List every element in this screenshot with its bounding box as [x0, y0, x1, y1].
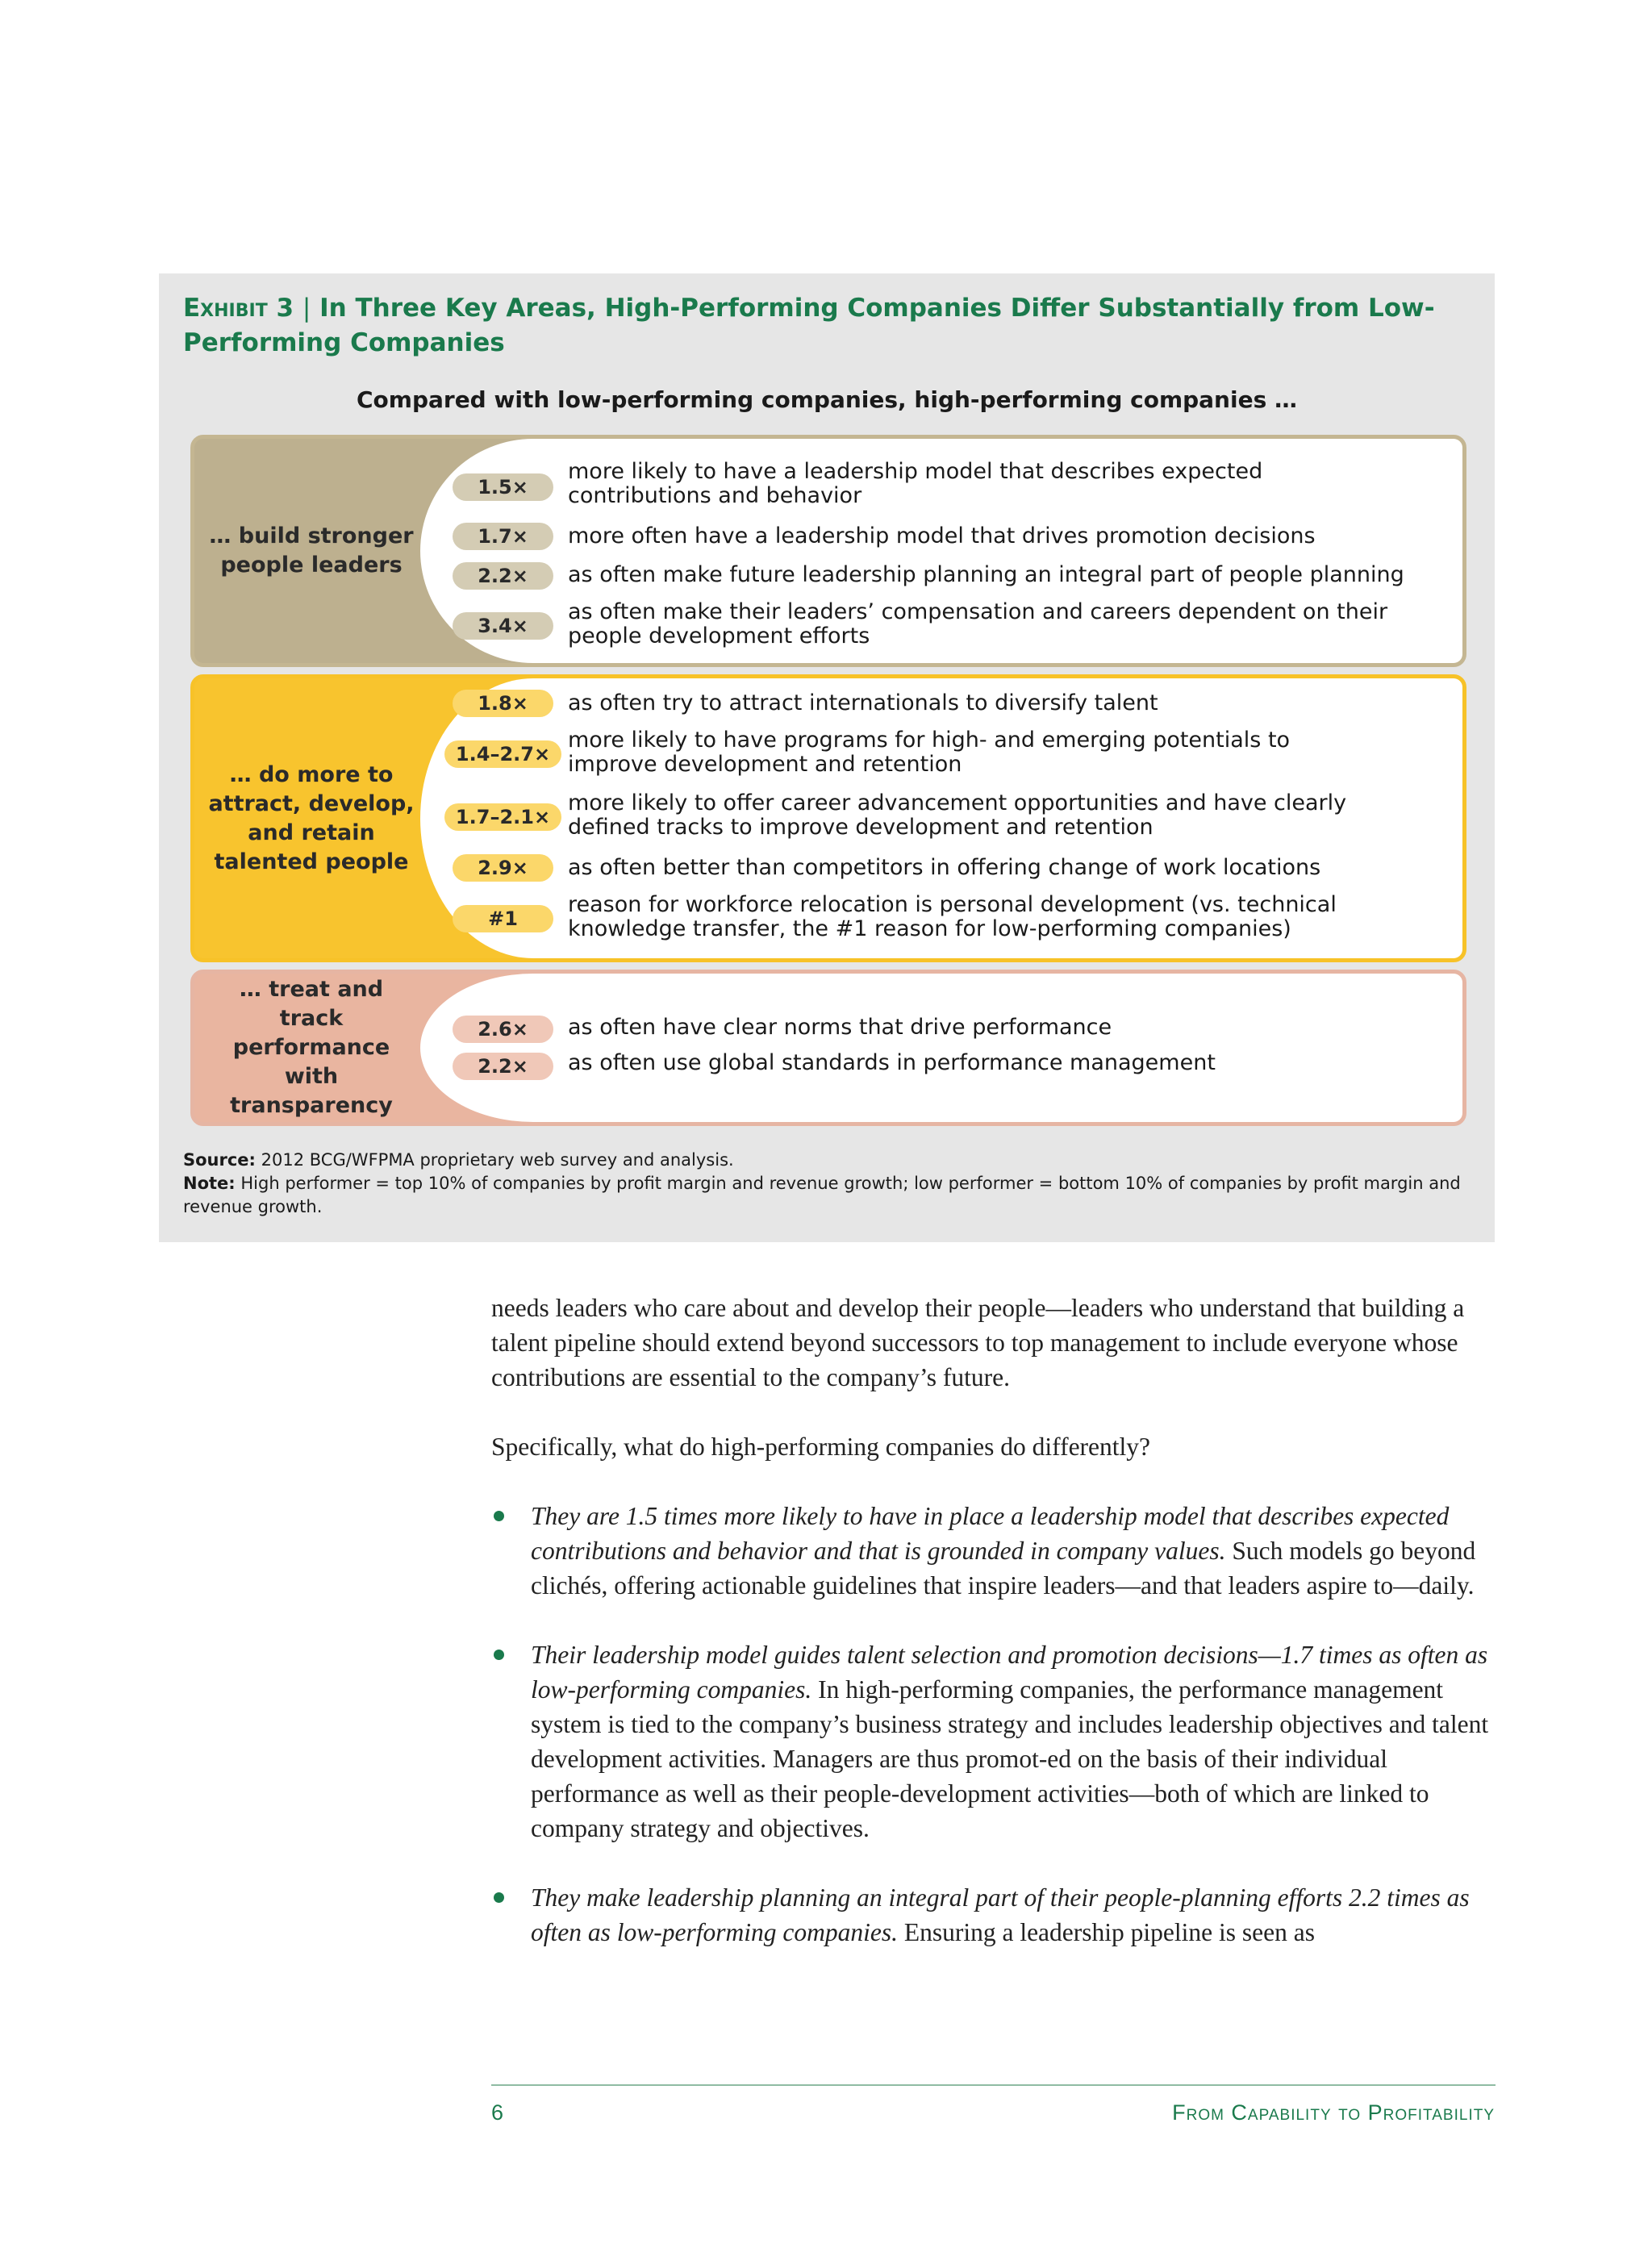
value-pill: 2.6× [453, 1016, 553, 1043]
value-pill: 1.8× [453, 690, 553, 717]
row-text: as often make future leadership planning an integral part of people planning [568, 562, 1404, 587]
source-label: Source: [183, 1150, 256, 1170]
running-title: From Capability to Profitability [1172, 2100, 1495, 2125]
exhibit-panel [159, 273, 1495, 1242]
value-pill: 3.4× [453, 612, 553, 640]
bullet-icon [494, 1650, 504, 1660]
row-text: more often have a leadership model that drives promotion decisions [568, 523, 1316, 548]
bullet-icon [494, 1892, 504, 1903]
bullet-icon [494, 1511, 504, 1521]
bullet-text: In high-performing companies, the performance management system is tied to the company’s business strategy and includes leadership objectives and talent development activities. Managers are thus promot-ed on the basis of their individual performance as well as their people-development activities—both of which are linked to company strategy and objectives. [531, 1675, 1489, 1842]
row-text: as often make their leaders’ compensation and careers dependent on their people development efforts [568, 599, 1388, 649]
note-text: High performer = top 10% of companies by profit margin and revenue growth; low performer = bottom 10% of companies by profit margin and revenue growth. [183, 1174, 1461, 1216]
row-text: more likely to offer career advancement opportunities and have clearly defined tracks to improve development and retention [568, 790, 1347, 840]
note-label: Note: [183, 1174, 236, 1193]
exhibit-separator: | [302, 294, 311, 323]
source-line [183, 1149, 1474, 1172]
row-text: reason for workforce relocation is personal development (vs. technical knowledge transfer, the #1 reason for low-performing companies) [568, 892, 1337, 941]
exhibit-label: Exhibit 3 [183, 294, 294, 323]
bullet-text: Such models go beyond clichés, offering actionable guidelines that inspire leaders—and that leaders aspire to—daily. [531, 1537, 1476, 1600]
group-performance-transparency [190, 970, 1466, 1126]
row-text: as often use global standards in performance management [568, 1050, 1216, 1075]
bullet-italic: Their leadership model guides talent selection and promotion decisions—1.7 times as often as low-performing companies. [531, 1641, 1488, 1704]
bullet-item [491, 1637, 1500, 1846]
paragraph: Specifically, what do high-performing companies do differently? [491, 1433, 1151, 1461]
bullet-item [491, 1880, 1500, 1950]
group-label: … treat and track performance with transparency [230, 977, 393, 1118]
value-pill: 2.9× [453, 854, 553, 882]
page-number: 6 [491, 2100, 504, 2125]
exhibit-heading: In Three Key Areas, High-Performing Companies Differ Substantially from Low-Performing Companies [183, 294, 1435, 357]
group-attract-talent [190, 674, 1466, 962]
footer-divider [491, 2084, 1496, 2086]
value-pill: 2.2× [453, 1053, 553, 1080]
value-pill: 1.4–2.7× [444, 740, 561, 768]
body-text [491, 1291, 1500, 1984]
paragraph: needs leaders who care about and develop their people—leaders who understand that building a talent pipeline should extend beyond successors to top management to include everyone whose contributions are essential to the company’s future. [491, 1294, 1465, 1391]
value-pill: 1.7× [453, 523, 553, 550]
source-text: 2012 BCG/WFPMA proprietary web survey and analysis. [261, 1150, 734, 1170]
row-text: as often try to attract internationals to diversify talent [568, 690, 1158, 715]
group-build-leaders [190, 435, 1466, 667]
exhibit-title [183, 291, 1441, 361]
bullet-italic: They make leadership planning an integral part of their people-planning efforts 2.2 times as often as low-performing companies. [531, 1883, 1470, 1946]
row-text: as often have clear norms that drive performance [568, 1015, 1112, 1040]
row-text: as often better than competitors in offering change of work locations [568, 855, 1321, 880]
group-content-area [420, 974, 1462, 1122]
group-label: … do more to attract, develop, and retain talented people [208, 761, 415, 874]
value-pill: 1.7–2.1× [444, 803, 561, 831]
bullet-text: Ensuring a leadership pipeline is seen as [897, 1918, 1315, 1946]
value-pill: #1 [453, 905, 553, 932]
bullet-italic: They are 1.5 times more likely to have in place a leadership model that describes expected contributions and behavior and that is grounded in company values. [531, 1502, 1450, 1565]
note-line [183, 1172, 1474, 1219]
exhibit-notes [183, 1149, 1474, 1219]
bullet-item [491, 1499, 1500, 1603]
group-label: … build stronger people leaders [209, 523, 414, 578]
row-text: more likely to have a leadership model that describes expected contributions and behavior [568, 459, 1263, 508]
row-text: more likely to have programs for high- and emerging potentials to improve development and retention [568, 728, 1291, 777]
value-pill: 1.5× [453, 473, 553, 501]
exhibit-subtitle: Compared with low-performing companies, high-performing companies … [356, 386, 1297, 413]
value-pill: 2.2× [453, 562, 553, 590]
